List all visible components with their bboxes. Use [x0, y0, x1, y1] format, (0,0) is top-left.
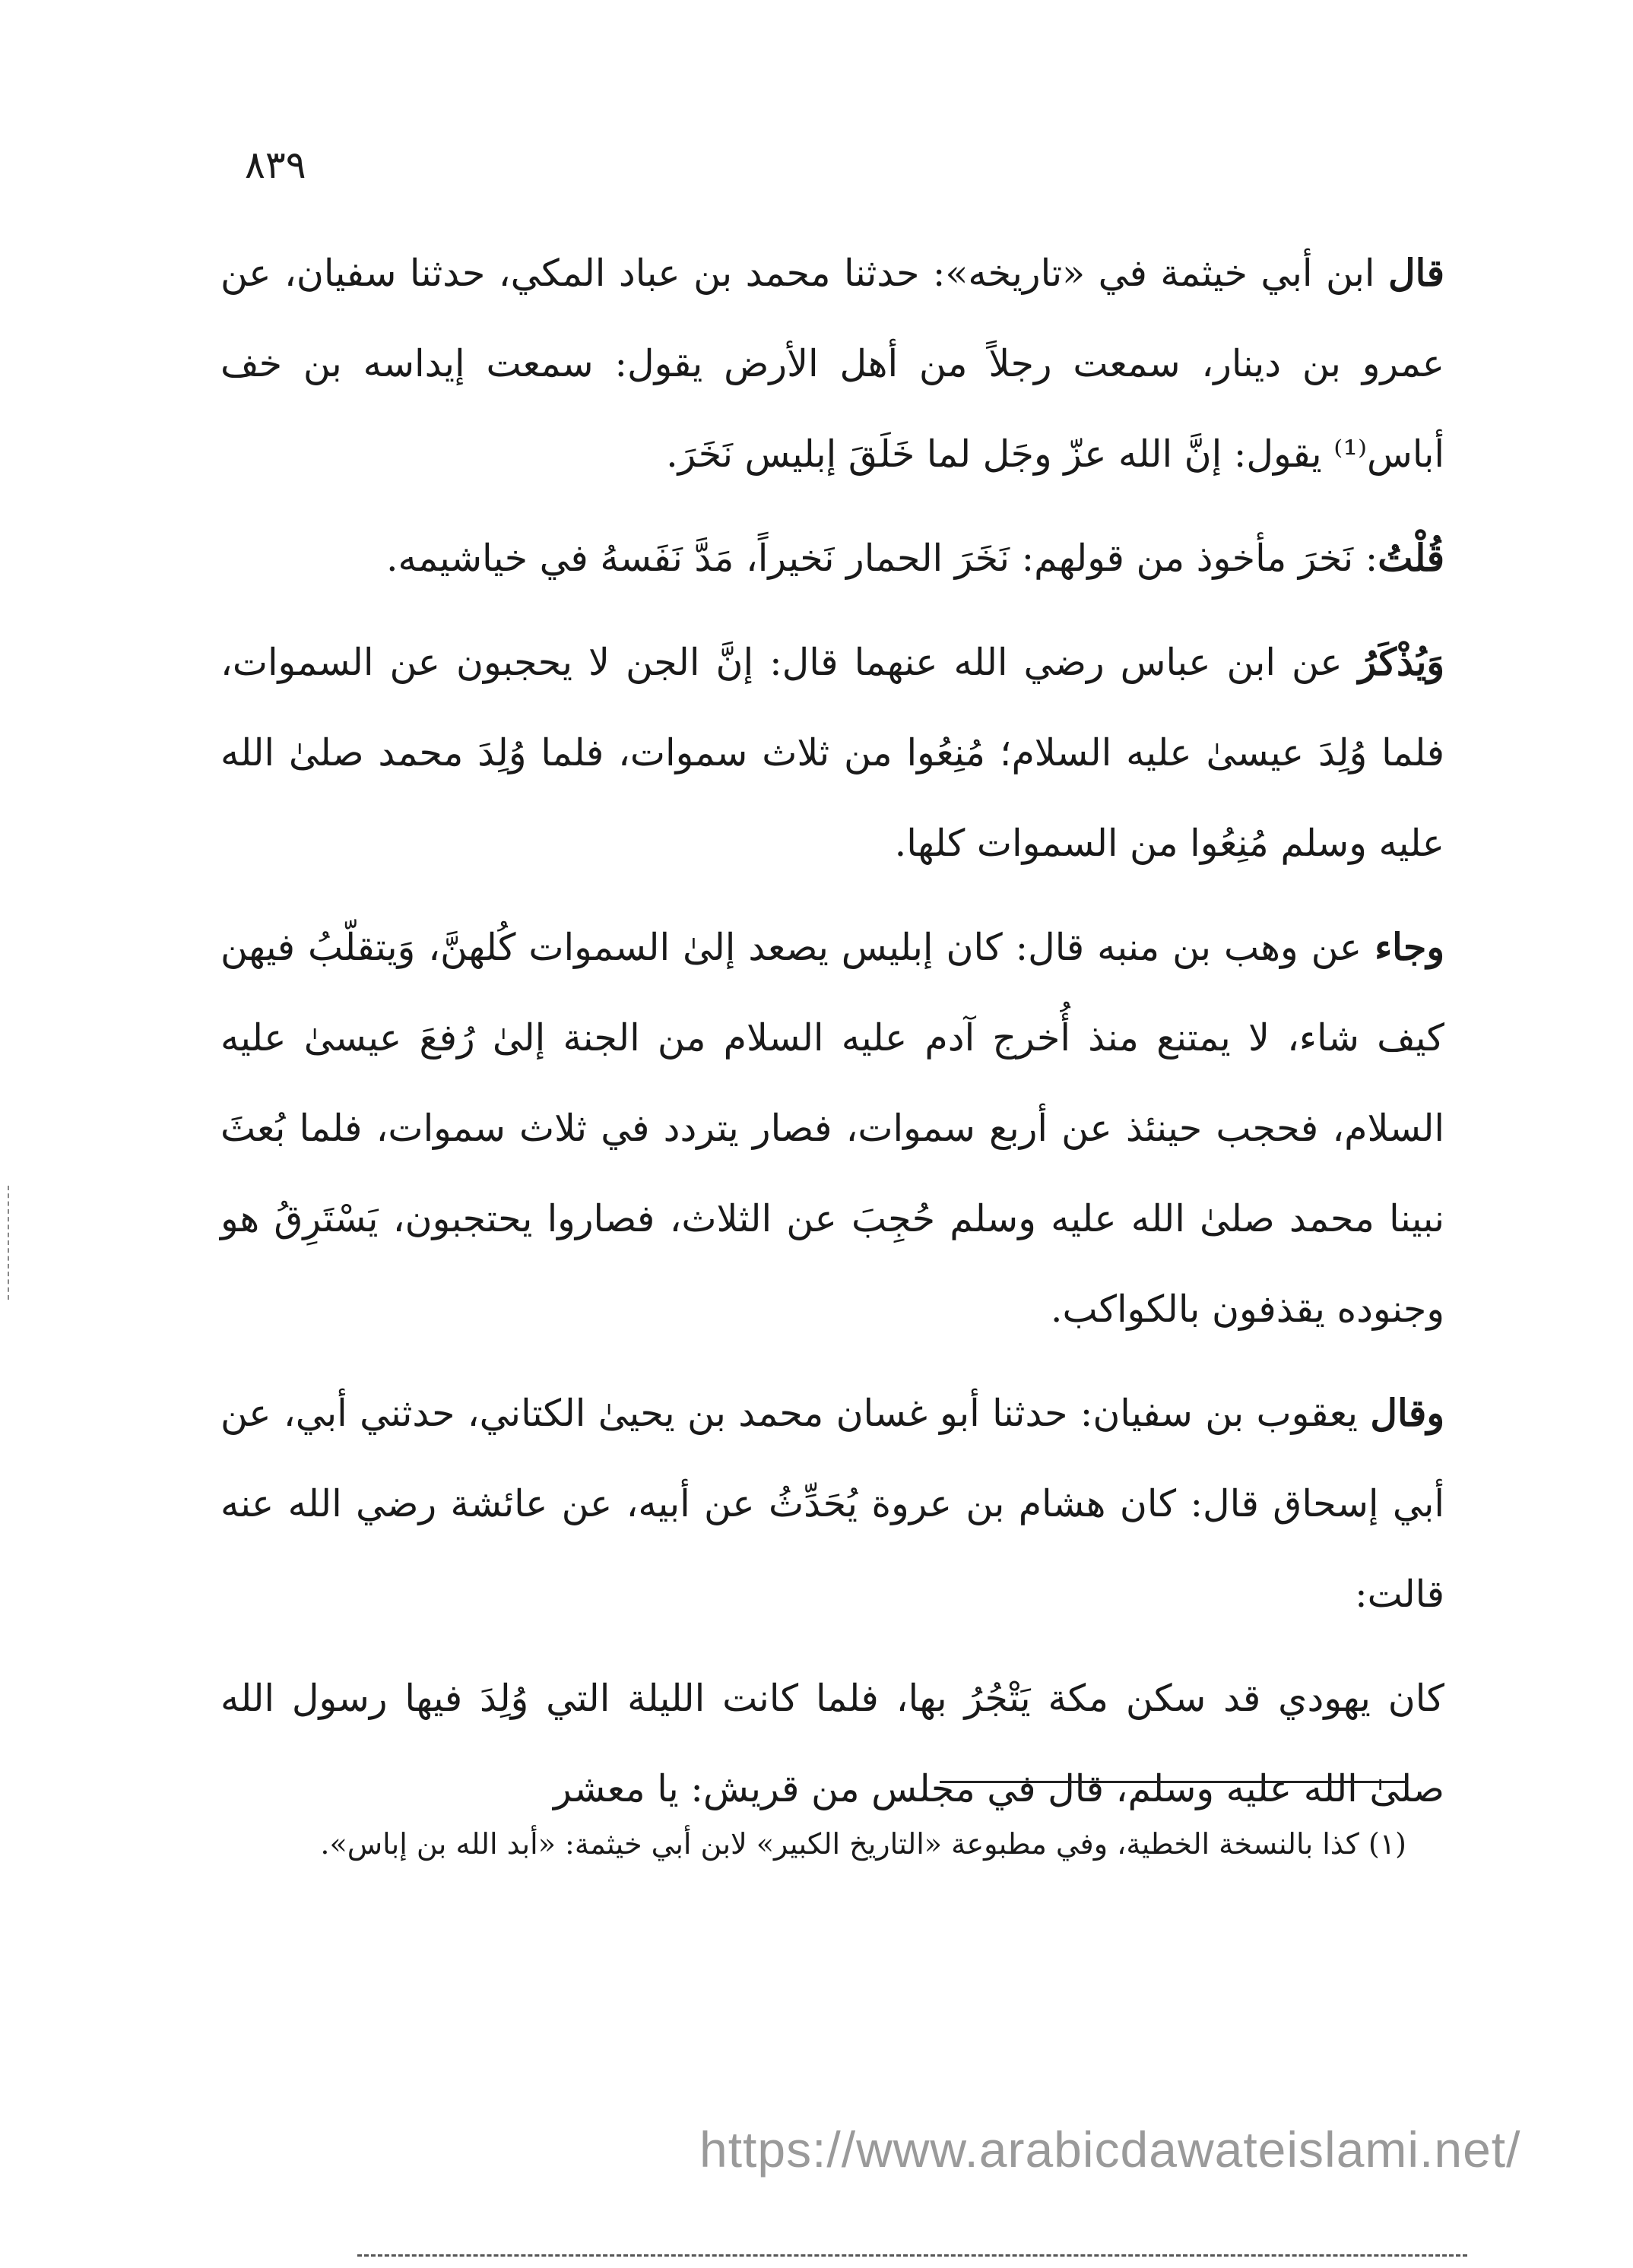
paragraph-lead: وجاء	[1375, 925, 1444, 969]
paragraph-4	[220, 902, 1444, 1354]
paragraph-lead: قُلْتُ	[1378, 536, 1444, 580]
paragraph-lead: قال	[1388, 251, 1444, 295]
paragraph-2	[220, 513, 1444, 603]
paragraph-lead: وقال	[1370, 1391, 1444, 1435]
watermark-url: https://www.arabicdawateislami.net/	[699, 2121, 1521, 2178]
scan-margin-marks	[8, 1186, 11, 1300]
paragraph-text: ابن أبي خيثمة في «تاريخه»: حدثنا محمد بن عباد المكي، حدثنا سفيان، عن عمرو بن دينار، سمعت رجلاً من أهل الأرض يقول: سمعت إيداسه بن خف أباس⁽¹⁾ يقول: إنَّ الله عزّ وجَل لما خَلَقَ إبليس نَخَرَ.	[220, 252, 1444, 476]
paragraph-text: عن وهب بن منبه قال: كان إبليس يصعد إلىٰ السموات كُلهنَّ، وَيتقلّبُ فيهن كيف شاء، لا يمتنع منذ أُخرج آدم عليه السلام من الجنة إلىٰ رُفعَ عيسىٰ عليه السلام، فحجب حينئذ عن أربع سموات، فصار يتردد في ثلاث سموات، فلما بُعثَ نبينا محمد صلىٰ الله عليه وسلم حُجِبَ عن الثلاث، فصاروا يحتجبون، يَسْتَرِقُ هو وجنوده يقذفون بالكواكب.	[220, 926, 1444, 1331]
page-number: ٨٣٩	[245, 143, 306, 187]
paragraph-text: يعقوب بن سفيان: حدثنا أبو غسان محمد بن يحيىٰ الكتاني، حدثني أبي، عن أبي إسحاق قال: كان هشام بن عروة يُحَدِّثُ عن أبيه، عن عائشة رضي الله عنه قالت:	[220, 1392, 1444, 1616]
paragraph-text: عن ابن عباس رضي الله عنهما قال: إنَّ الجن لا يحجبون عن السموات، فلما وُلِدَ عيسىٰ عليه السلام؛ مُنِعُوا من ثلاث سموات، فلما وُلِدَ محمد صلىٰ الله عليه وسلم مُنِعُوا من السموات كلها.	[220, 641, 1444, 865]
footnote-divider	[940, 1781, 1406, 1783]
scan-bottom-edge	[357, 2254, 1467, 2257]
paragraph-text: : نَخرَ مأخوذ من قولهم: نَخَرَ الحمار نَخيراً، مَدَّ نَفَسهُ في خياشيمه.	[385, 537, 1378, 580]
paragraph-lead: وَيُذْكَرُ	[1358, 640, 1444, 684]
paragraph-text: كان يهودي قد سكن مكة يَتْجُرُ بها، فلما كانت الليلة التي وُلِدَ فيها رسول الله صلىٰ الله عليه وسلم، قال في مجلس من قريش: يا معشر	[220, 1677, 1444, 1810]
footnote: (١) كذا بالنسخة الخطية، وفي مطبوعة «التاريخ الكبير» لابن أبي خيثمة: «أبد الله بن إباس».	[320, 1827, 1406, 1861]
paragraph-3	[220, 617, 1444, 889]
paragraph-5	[220, 1368, 1444, 1639]
main-text	[220, 228, 1444, 1848]
paragraph-1	[220, 228, 1444, 499]
paragraph-6	[220, 1653, 1444, 1834]
